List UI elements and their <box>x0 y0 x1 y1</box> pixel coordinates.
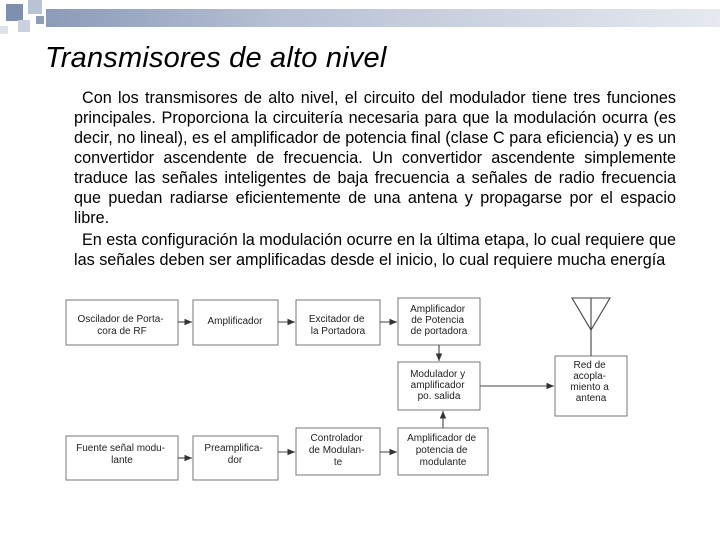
block-oscilador <box>66 300 178 345</box>
paragraph-2: En esta configuración la modulación ocurre en la última etapa, lo cual requiere que las señales deben ser amplificadas desde el inicio, lo cual requiere mucha energía <box>74 231 676 269</box>
controlador-line-2: de Modulan- <box>308 445 365 456</box>
block-fuente-senal <box>66 436 178 480</box>
oscilador-line-2: cora de RF <box>97 326 147 337</box>
svg-text:Modulador y amplificador <box>410 369 468 402</box>
amp-portadora-line-3: de portadora <box>410 326 468 337</box>
amp-modulante-line-3: modulante <box>419 457 467 468</box>
modulador-line-3: po. salida <box>417 391 461 402</box>
block-amplificador <box>193 300 278 345</box>
svg-text:Amplificador de Potencia <box>410 304 468 337</box>
fuente-line-2: lante <box>111 455 133 466</box>
block-red-acoplamiento <box>555 356 627 416</box>
svg-text:Red de acopla- mie <box>570 360 611 404</box>
block-modulador <box>398 362 480 410</box>
oscilador-line-1: Oscilador de Porta- <box>77 314 164 325</box>
block-controlador <box>296 428 380 475</box>
controlador-line-1: Controlador <box>310 433 363 444</box>
red-line-2: acopla- <box>573 371 607 382</box>
excitador-line-1: Excitador de <box>308 314 365 325</box>
excitador-line-2: la Portadora <box>310 326 366 337</box>
preamp-line-2: dor <box>227 455 243 466</box>
amp-modulante-line-1: Amplificador de <box>407 433 477 444</box>
svg-text:Excitador de la Portador <box>309 314 367 337</box>
fuente-line-1: Fuente señal modu- <box>76 443 166 454</box>
modulador-line-2: amplificador <box>410 380 465 391</box>
block-preamplificador <box>193 436 278 480</box>
block-excitador <box>296 300 380 345</box>
red-line-1: Red de <box>573 360 606 371</box>
slide-title: Transmisores de alto nivel <box>45 42 387 74</box>
antenna-icon <box>572 298 610 356</box>
modulador-line-1: Modulador y <box>410 369 466 380</box>
preamp-line-1: Preamplifica- <box>204 443 263 454</box>
red-line-3: miento a <box>570 382 609 393</box>
red-line-4: antena <box>575 393 607 404</box>
controlador-line-3: te <box>333 457 343 468</box>
amp-modulante-line-2: potencia de <box>415 445 468 456</box>
block-amp-potencia-modulante <box>398 428 488 475</box>
paragraph-1: Con los transmisores de alto nivel, el circuito del modulador tiene tres funciones principales. Proporciona la circuitería necesaria para que la modulación ocurra (es decir, no lineal), es el amplificador de potencia final (clase C para eficiencia) y es un convertidor ascendente de frecuencia. Un convertidor ascendente simplemente traduce las señales inteligentes de baja frecuencia a señales de radio frecuencia que puedan radiarse eficientemente de una antena y propagarse por el espacio libre. <box>74 89 676 227</box>
amp-portadora-line-1: Amplificador <box>410 304 466 315</box>
amplificador-label: Amplificador <box>207 316 263 327</box>
amp-portadora-line-2: de Potencia <box>411 315 465 326</box>
block-amp-potencia-portadora <box>398 298 480 345</box>
